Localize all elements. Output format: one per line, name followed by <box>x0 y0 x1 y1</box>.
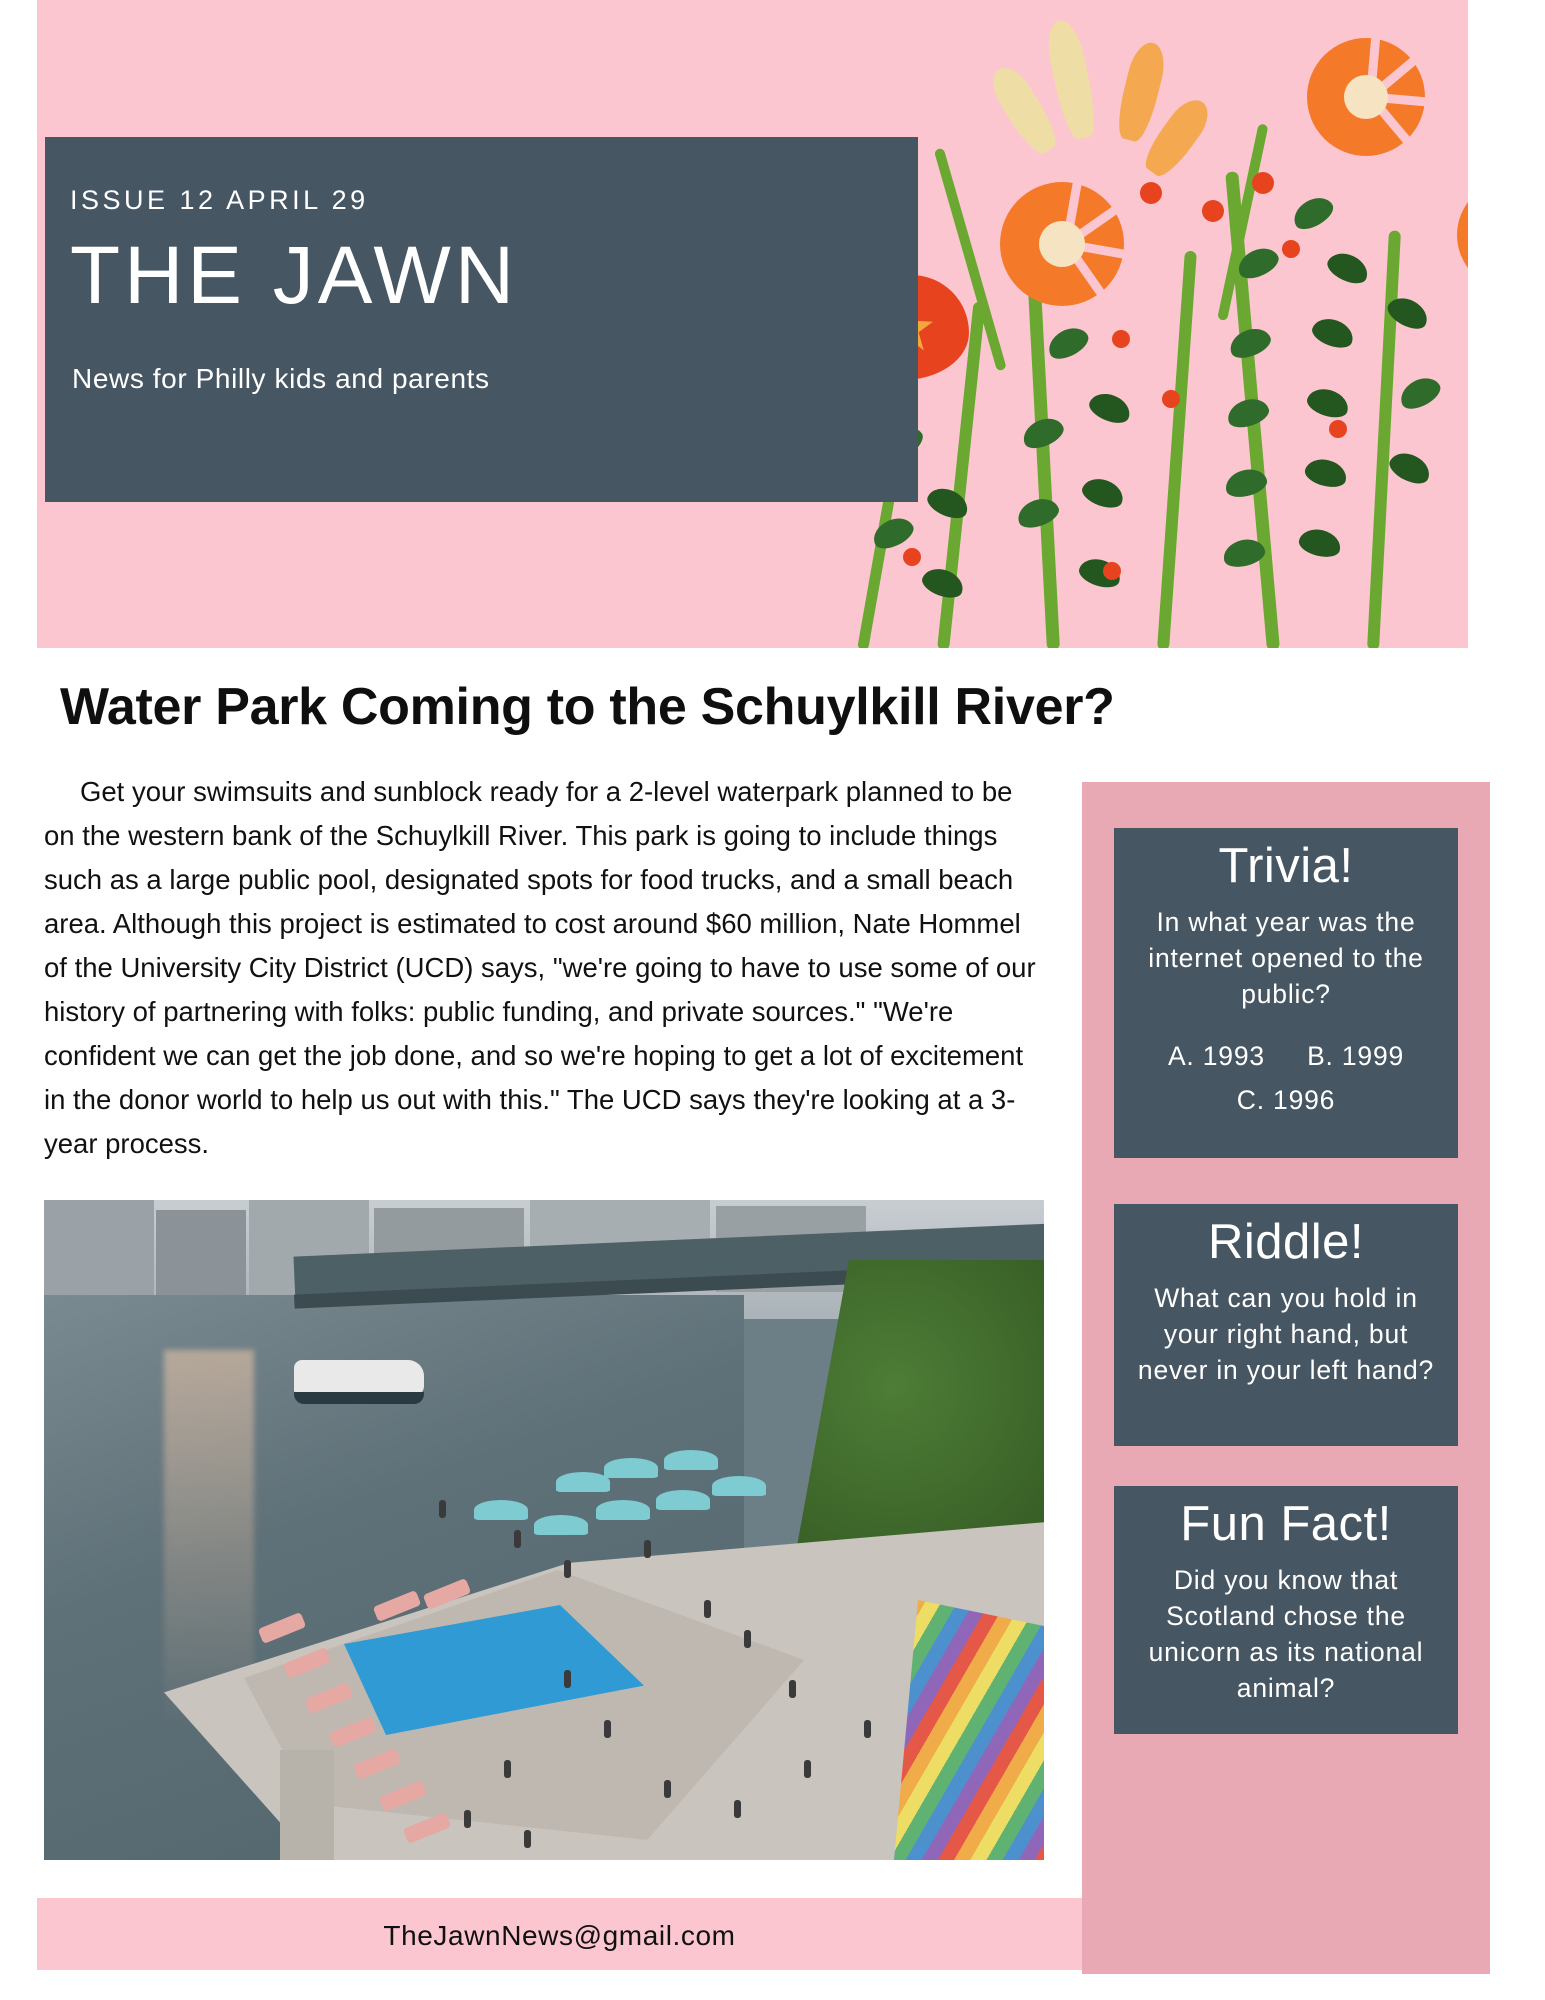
masthead-banner <box>37 0 1468 648</box>
trivia-answer-c: C. 1996 <box>1236 1085 1336 1116</box>
article-photo <box>44 1200 1044 1860</box>
sidebar <box>1082 782 1490 1974</box>
article-headline: Water Park Coming to the Schuylkill River? <box>60 678 1115 736</box>
card-text-trivia: In what year was the internet opened to the public? <box>1148 907 1424 1010</box>
sidebar-card-riddle <box>1114 1204 1458 1446</box>
trivia-answer-b: B. 1999 <box>1307 1041 1405 1072</box>
card-title-fun-fact: Fun Fact! <box>1180 1497 1392 1551</box>
card-text-fun-fact: Did you know that Scotland chose the unicorn as its national animal? <box>1148 1565 1424 1704</box>
card-title-trivia: Trivia! <box>1218 839 1354 893</box>
trivia-answer-a: A. 1993 <box>1167 1041 1265 1072</box>
footer-bar <box>37 1898 1082 1970</box>
issue-line: ISSUE 12 APRIL 29 <box>70 185 369 215</box>
masthead-subtitle: News for Philly kids and parents <box>72 363 490 394</box>
flower-icon <box>1307 38 1425 156</box>
article-body-string: Get your swimsuits and sunblock ready for a 2-level waterpark planned to be on the western bank of the Schuylkill River. This park is going to include things such as a large public pool, designated spots for food trucks, and a small beach area. Although this project is estimated to cost around $60 million, Nate Hommel of the University City District (UCD) says, "we're going to have to use some of our history of partnering with folks: public funding, and private sources." "We're confident we can get the job done, and so we're hoping to get a lot of excitement in the donor world to help us out with this." The UCD says they're looking at a 3-year process. <box>44 776 1036 1159</box>
article-body-column <box>44 770 1044 1166</box>
flower-icon <box>1000 182 1124 306</box>
boat-illustration <box>294 1360 424 1396</box>
page-title: THE JAWN <box>70 230 519 321</box>
card-title-riddle: Riddle! <box>1207 1215 1365 1269</box>
trivia-answers <box>1130 1034 1442 1122</box>
footer-email: TheJawnNews@gmail.com <box>383 1920 736 1951</box>
sidebar-card-fun-fact <box>1114 1486 1458 1734</box>
card-text-riddle: What can you hold in your right hand, but never in your left hand? <box>1137 1283 1435 1386</box>
sidebar-card-trivia <box>1114 828 1458 1158</box>
article-body-text <box>44 770 1044 1166</box>
masthead-title-block <box>45 137 918 502</box>
flower-icon <box>1457 180 1468 290</box>
